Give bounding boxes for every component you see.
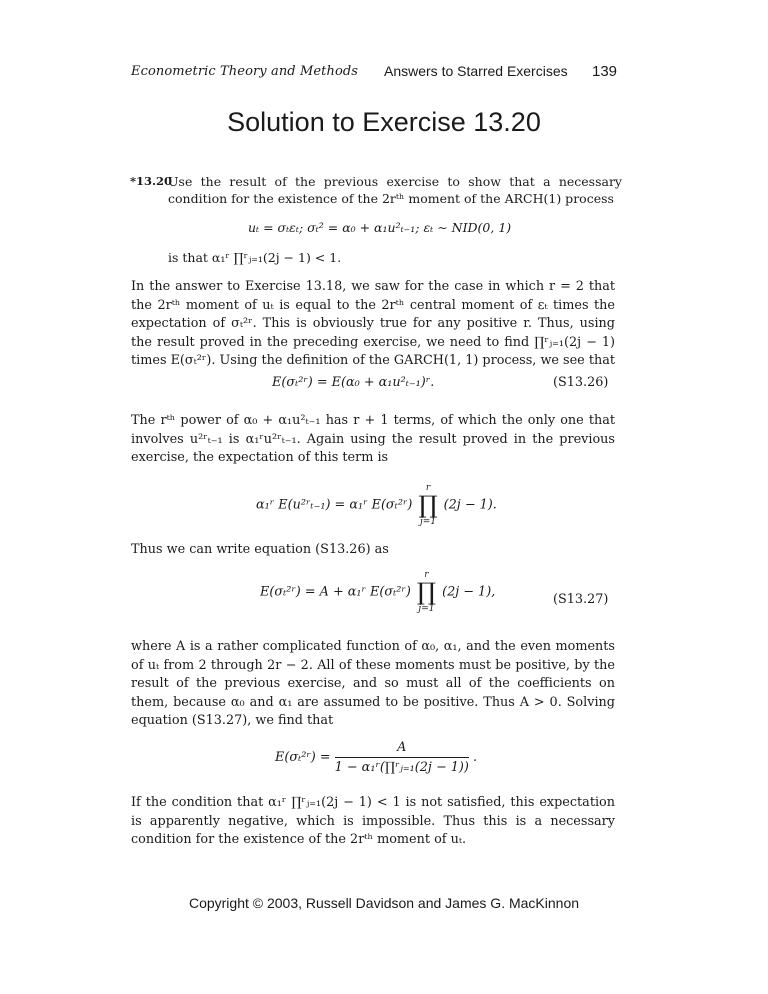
product-symbol: ∏ <box>416 578 437 606</box>
product-lower: j=1 <box>420 517 437 527</box>
copyright-footer: Copyright © 2003, Russell Davidson and James G. MacKinnon <box>188 895 580 911</box>
equation-solution <box>275 740 477 775</box>
solution-fraction <box>335 740 469 775</box>
product-operator <box>418 483 437 527</box>
page-title: Solution to Exercise 13.20 <box>227 107 541 137</box>
paragraph-4: where A is a rather complicated function of α₀, α₁, and the even moments of uₜ from 2 through 2r − 2. All of these moments must be positive, by the result of the previous exercise, and so must all of the coefficients on them, because α₀ and α₁ are assumed to be positive. Thus A > 0. Solving equation (S13.27), we find that <box>131 639 615 728</box>
equation-s13-26 <box>272 375 434 390</box>
term-left: α₁ʳ E(u²ʳₜ₋₁) = α₁ʳ E(σₜ²ʳ) <box>256 497 413 513</box>
fraction-numerator: A <box>335 740 469 758</box>
paragraph-2: The rᵗʰ power of α₀ + α₁u²ₜ₋₁ has r + 1 terms, of which the only one that involves u²ʳₜ₋₁ is α₁ʳu²ʳₜ₋₁. Again using the result proved in the previous exercise, the expectation of this term is <box>131 413 615 465</box>
paragraph-3: Thus we can write equation (S13.26) as <box>131 542 389 557</box>
paragraph-1: In the answer to Exercise 13.18, we saw for the case in which r = 2 that the 2rᵗʰ moment of uₜ is equal to the 2rᵗʰ central moment of εₜ times the expectation of σₜ²ʳ. This is obviously true for any positive r. Thus, using the result proved in the preceding exercise, we need to find ∏ʳⱼ₌₁(2j − 1) times E(σₜ²ʳ). Using the definition of the GARCH(1, 1) process, we see that <box>131 279 615 368</box>
product-symbol: ∏ <box>418 491 438 519</box>
exercise-statement: Use the result of the previous exercise to show that a necessary condition for the existence of the 2rᵗʰ moment of the ARCH(1) process <box>168 174 622 206</box>
equation-label-s13-27: (S13.27) <box>553 592 609 607</box>
product-upper: r <box>425 483 431 493</box>
solution-end: . <box>472 750 478 765</box>
header-book-title: Econometric Theory and Methods <box>131 64 359 79</box>
equation-s13-26-expr: E(σₜ²ʳ) = E(α₀ + α₁u²ₜ₋₁)ʳ. <box>272 375 435 390</box>
product-lower: j=1 <box>418 604 435 614</box>
equation-label-s13-26: (S13.26) <box>553 375 609 390</box>
exercise-condition: is that α₁ʳ ∏ʳⱼ₌₁(2j − 1) < 1. <box>168 250 342 265</box>
exercise-number: *13.20 <box>130 174 173 188</box>
s13-27-right: (2j − 1), <box>442 584 496 600</box>
solution-left: E(σₜ²ʳ) = <box>275 750 331 765</box>
page-number: 139 <box>592 63 618 80</box>
product-upper: r <box>424 570 429 580</box>
term-right: (2j − 1). <box>443 497 497 513</box>
paragraph-5: If the condition that α₁ʳ ∏ʳⱼ₌₁(2j − 1) < 1 is not satisfied, this expectation is apparently negative, which is impossible. Thus this is a necessary condition for the existence of the 2rᵗʰ moment of uₜ. <box>131 795 615 847</box>
arch-process-equation: uₜ = σₜεₜ; σₜ² = α₀ + α₁u²ₜ₋₁; εₜ ∼ NID(0, 1) <box>248 220 512 235</box>
header-section: Answers to Starred Exercises <box>384 63 568 79</box>
equation-term-expectation <box>256 483 497 527</box>
product-operator <box>417 570 436 614</box>
s13-27-left: E(σₜ²ʳ) = A + α₁ʳ E(σₜ²ʳ) <box>260 584 411 600</box>
equation-s13-27 <box>260 570 495 614</box>
fraction-denominator: 1 − α₁ʳ(∏ʳⱼ₌₁(2j − 1)) <box>334 760 469 775</box>
